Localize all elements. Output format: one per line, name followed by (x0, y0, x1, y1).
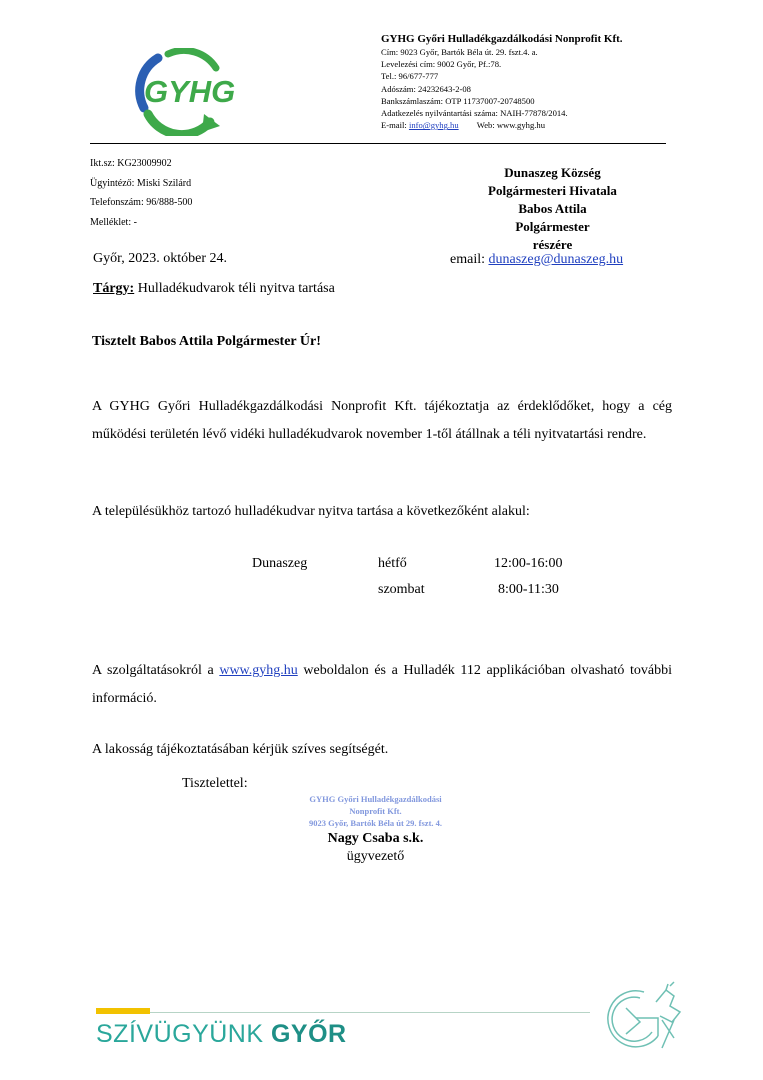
recipient-block (440, 164, 665, 254)
company-info (381, 32, 623, 131)
more-info-before: A szolgáltatásokról a (92, 663, 220, 678)
recipient-line: Dunaszeg Község (504, 165, 601, 180)
footer-accent-bar (96, 1008, 150, 1014)
paragraph-request: A lakosság tájékoztatásában kérjük szíves segítségét. (92, 742, 389, 757)
company-tax: Adószám: 24232643-2-08 (381, 83, 471, 94)
salutation: Tisztelt Babos Attila Polgármester Úr! (92, 334, 321, 349)
paragraph-schedule-intro: A településükhöz tartozó hulladékudvar nyitva tartása a következőként alakul: (92, 504, 530, 519)
signer-title: ügyvezető (346, 849, 405, 864)
gyor-city-logo (596, 978, 692, 1056)
subject-text: Hulladékudvarok téli nyitva tartása (137, 281, 335, 296)
recipient-email-link[interactable]: dunaszeg@dunaszeg.hu (488, 252, 624, 267)
email-label: E-mail: (381, 120, 407, 131)
company-email-link[interactable]: info@gyhg.hu (408, 120, 459, 131)
ref-phone: Telefonszám: 96/888-500 (90, 197, 193, 208)
schedule-place: Dunaszeg (252, 556, 308, 571)
gyhg-logo (128, 48, 252, 136)
slogan-bold: GYŐR (270, 1020, 347, 1048)
company-name: GYHG Győri Hulladékgazdálkodási Nonprofit Kft. (381, 33, 623, 45)
ref-attachment: Melléklet: - (90, 216, 137, 228)
schedule-hours: 8:00-11:30 (498, 582, 559, 597)
signer-name: Nagy Csaba s.k. (327, 831, 424, 846)
stamp-line: 9023 Győr, Bartók Béla út 29. fszt. 4. (308, 818, 443, 828)
company-postal: Levelezési cím: 9002 Győr, Pf.:78. (381, 59, 502, 70)
paragraph-intro: A GYHG Győri Hulladékgazdálkodási Nonprofit Kft. tájékoztatja az érdeklődőket, hogy a cég működési területén lévő vidéki hulladékudvarok november 1-től átállnak a téli nyitvatartási rendre. (92, 399, 672, 442)
recipient-line: Babos Attila (518, 201, 587, 216)
company-contact (381, 119, 623, 131)
company-bank: Bankszámlaszám: OTP 11737007-20748500 (381, 95, 535, 106)
company-stamp (283, 793, 468, 829)
footer-slogan (96, 1020, 347, 1049)
footer-line (150, 1012, 590, 1013)
stamp-line: GYHG Győri Hulladékgazdálkodási (309, 794, 442, 804)
ref-clerk: Ügyintéző: Miski Szilárd (90, 177, 192, 189)
website-link[interactable]: www.gyhg.hu (219, 663, 298, 678)
letter-date: Győr, 2023. október 24. (93, 251, 227, 266)
header-divider (90, 143, 666, 144)
company-web: Web: www.gyhg.hu (476, 120, 545, 131)
company-address: Cím: 9023 Győr, Bartók Béla út. 29. fszt.4. a. (381, 47, 538, 57)
recipient-email-label: email: (450, 252, 485, 267)
stamp-line: Nonprofit Kft. (349, 806, 402, 816)
company-naih: Adatkezelés nyilvántartási száma: NAIH-77878/2014. (381, 108, 568, 119)
recipient-line: részére (532, 237, 573, 252)
schedule-day: hétfő (378, 556, 407, 571)
schedule-hours: 12:00-16:00 (494, 556, 563, 571)
closing: Tisztelettel: (182, 776, 248, 791)
gyhg-logo-text: GYHG (144, 74, 236, 109)
slogan-light: SZÍVÜGYÜNK (96, 1020, 271, 1048)
company-phone: Tel.: 96/677-777 (381, 71, 439, 82)
paragraph-more-info (92, 657, 672, 713)
more-info-after: weboldalon és a Hulladék 112 applikációban olvasható további információ. (92, 663, 672, 706)
reference-block (90, 154, 192, 232)
letter-subject (93, 281, 335, 297)
signature-block (283, 830, 468, 866)
recipient-line: Polgármesteri Hivatala (488, 183, 617, 198)
recipient-line: Polgármester (515, 219, 590, 234)
recipient-email (450, 252, 623, 268)
schedule-day: szombat (378, 582, 425, 597)
subject-label: Tárgy: (93, 281, 135, 296)
ref-number: Ikt.sz: KG23009902 (90, 158, 172, 169)
